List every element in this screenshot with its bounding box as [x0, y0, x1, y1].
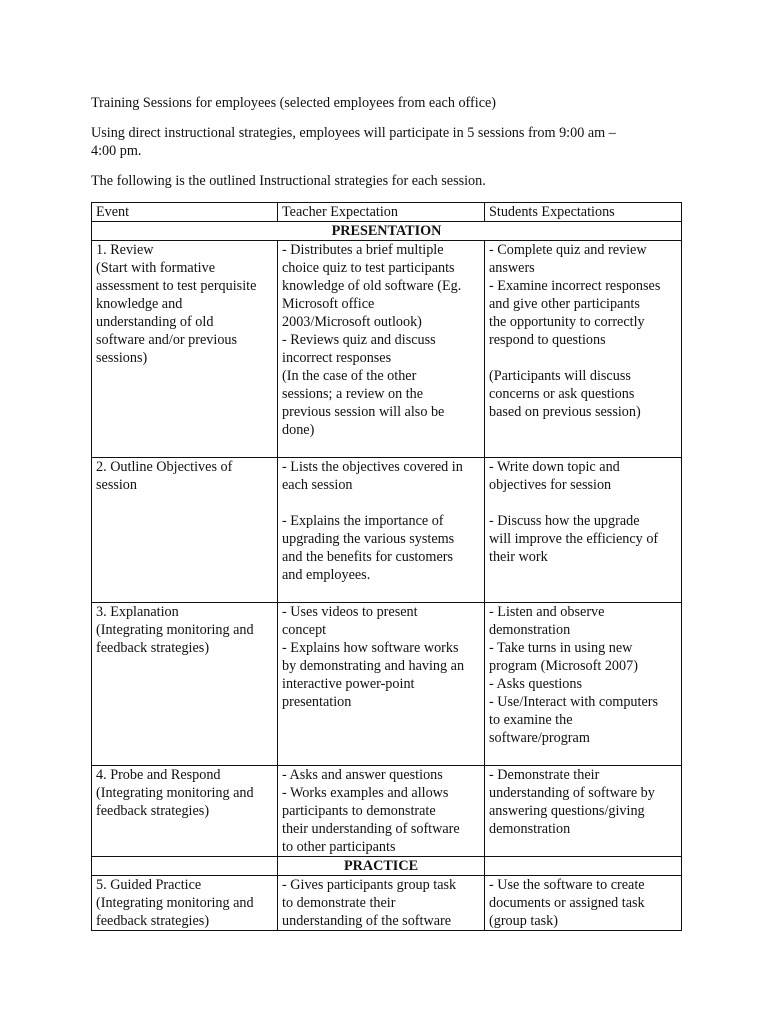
cell-line — [489, 494, 677, 512]
students-cell — [485, 241, 682, 458]
cell-line: - Gives participants group task — [282, 877, 457, 893]
header-students-expectations: Students Expectations — [485, 203, 682, 222]
table-row — [92, 458, 682, 603]
event-cell — [92, 458, 278, 603]
header-event: Event — [92, 203, 278, 222]
cell-line: Microsoft office — [282, 296, 375, 312]
cell-line: will improve the efficiency of — [489, 531, 659, 547]
cell-line: - Complete quiz and review — [489, 242, 647, 258]
cell-line: demonstration — [489, 622, 571, 638]
students-cell — [485, 458, 682, 603]
strategies-table — [91, 202, 682, 931]
section-practice-empty — [92, 857, 278, 876]
cell-line: (In the case of the other — [282, 368, 417, 384]
teacher-cell — [278, 766, 485, 857]
cell-line: (Participants will discuss — [489, 368, 631, 384]
table-row — [92, 766, 682, 857]
cell-line: software and/or previous — [96, 332, 238, 348]
cell-line: - Asks and answer questions — [282, 767, 443, 783]
cell-line: respond to questions — [489, 332, 606, 348]
cell-line: understanding of old — [96, 314, 214, 330]
intro-line: 4:00 pm. — [91, 143, 142, 159]
intro-paragraph — [91, 124, 681, 160]
cell-line: - Use the software to create — [489, 877, 645, 893]
cell-line: 4. Probe and Respond — [96, 767, 221, 783]
cell-line: feedback strategies) — [96, 640, 210, 656]
cell-line: choice quiz to test participants — [282, 260, 455, 276]
cell-line: - Asks questions — [489, 676, 583, 692]
cell-line: understanding of the software — [282, 913, 452, 929]
teacher-cell — [278, 603, 485, 766]
cell-line: 2. Outline Objectives of — [96, 459, 233, 475]
cell-line: answering questions/giving — [489, 803, 645, 819]
cell-line: upgrading the various systems — [282, 531, 455, 547]
cell-line: sessions; a review on the — [282, 386, 424, 402]
cell-line: concept — [282, 622, 327, 638]
cell-line: and give other participants — [489, 296, 640, 312]
cell-line: incorrect responses — [282, 350, 392, 366]
cell-line: answers — [489, 260, 535, 276]
cell-line: 5. Guided Practice — [96, 877, 202, 893]
teacher-cell — [278, 241, 485, 458]
section-row-presentation — [92, 222, 682, 241]
cell-line: 3. Explanation — [96, 604, 179, 620]
students-cell — [485, 876, 682, 931]
table-header-row — [92, 203, 682, 222]
cell-line — [489, 349, 677, 367]
cell-line: - Works examples and allows — [282, 785, 449, 801]
cell-line: to other participants — [282, 839, 396, 855]
event-cell — [92, 876, 278, 931]
cell-line — [282, 494, 480, 512]
event-cell — [92, 603, 278, 766]
cell-line: software/program — [489, 730, 590, 746]
cell-line: - Explains how software works — [282, 640, 459, 656]
cell-line: their understanding of software — [282, 821, 460, 837]
cell-line: by demonstrating and having an — [282, 658, 465, 674]
cell-line: each session — [282, 477, 353, 493]
cell-line: knowledge and — [96, 296, 183, 312]
table-row — [92, 241, 682, 458]
cell-line: and the benefits for customers — [282, 549, 453, 565]
cell-line: 1. Review — [96, 242, 154, 258]
cell-line: - Lists the objectives covered in — [282, 459, 463, 475]
cell-line: (Start with formative — [96, 260, 215, 276]
cell-line: - Demonstrate their — [489, 767, 600, 783]
cell-line: previous session will also be — [282, 404, 445, 420]
cell-line: documents or assigned task — [489, 895, 645, 911]
cell-line: - Listen and observe — [489, 604, 605, 620]
cell-line: - Take turns in using new — [489, 640, 633, 656]
section-presentation: PRESENTATION — [92, 222, 682, 241]
cell-line: the opportunity to correctly — [489, 314, 645, 330]
cell-line: demonstration — [489, 821, 571, 837]
cell-line: (Integrating monitoring and — [96, 622, 254, 638]
teacher-cell — [278, 458, 485, 603]
cell-line: - Explains the importance of — [282, 513, 444, 529]
students-cell — [485, 603, 682, 766]
cell-line: - Discuss how the upgrade — [489, 513, 640, 529]
cell-line: based on previous session) — [489, 404, 641, 420]
intro-line: Using direct instructional strategies, employees will participate in 5 sessions from 9:00 am – — [91, 125, 616, 141]
cell-line: assessment to test perquisite — [96, 278, 257, 294]
cell-line: concerns or ask questions — [489, 386, 635, 402]
cell-line: participants to demonstrate — [282, 803, 436, 819]
cell-line: program (Microsoft 2007) — [489, 658, 638, 674]
cell-line: knowledge of old software (Eg. — [282, 278, 462, 294]
cell-line: feedback strategies) — [96, 803, 210, 819]
section-practice-empty — [485, 857, 682, 876]
cell-line: presentation — [282, 694, 352, 710]
table-row — [92, 603, 682, 766]
cell-line: to examine the — [489, 712, 573, 728]
cell-line: - Write down topic and — [489, 459, 620, 475]
cell-line: (group task) — [489, 913, 558, 929]
cell-line: done) — [282, 422, 315, 438]
header-teacher-expectation: Teacher Expectation — [278, 203, 485, 222]
cell-line: understanding of software by — [489, 785, 655, 801]
outline-sentence: The following is the outlined Instructional strategies for each session. — [91, 173, 486, 189]
cell-line: and employees. — [282, 567, 371, 583]
cell-line: - Examine incorrect responses — [489, 278, 661, 294]
table-row — [92, 876, 682, 931]
cell-line: - Distributes a brief multiple — [282, 242, 444, 258]
cell-line: (Integrating monitoring and — [96, 785, 254, 801]
cell-line: to demonstrate their — [282, 895, 396, 911]
cell-line: session — [96, 477, 137, 493]
cell-line: (Integrating monitoring and — [96, 895, 254, 911]
cell-line: objectives for session — [489, 477, 612, 493]
cell-line: interactive power-point — [282, 676, 415, 692]
event-cell — [92, 241, 278, 458]
cell-line: - Uses videos to present — [282, 604, 418, 620]
section-row-practice — [92, 857, 682, 876]
document-title: Training Sessions for employees (selected employees from each office) — [91, 95, 497, 111]
section-practice: PRACTICE — [278, 857, 485, 876]
cell-line: their work — [489, 549, 548, 565]
cell-line: sessions) — [96, 350, 148, 366]
students-cell — [485, 766, 682, 857]
event-cell — [92, 766, 278, 857]
cell-line: - Use/Interact with computers — [489, 694, 659, 710]
cell-line: feedback strategies) — [96, 913, 210, 929]
cell-line: 2003/Microsoft outlook) — [282, 314, 422, 330]
cell-line: - Reviews quiz and discuss — [282, 332, 436, 348]
teacher-cell — [278, 876, 485, 931]
